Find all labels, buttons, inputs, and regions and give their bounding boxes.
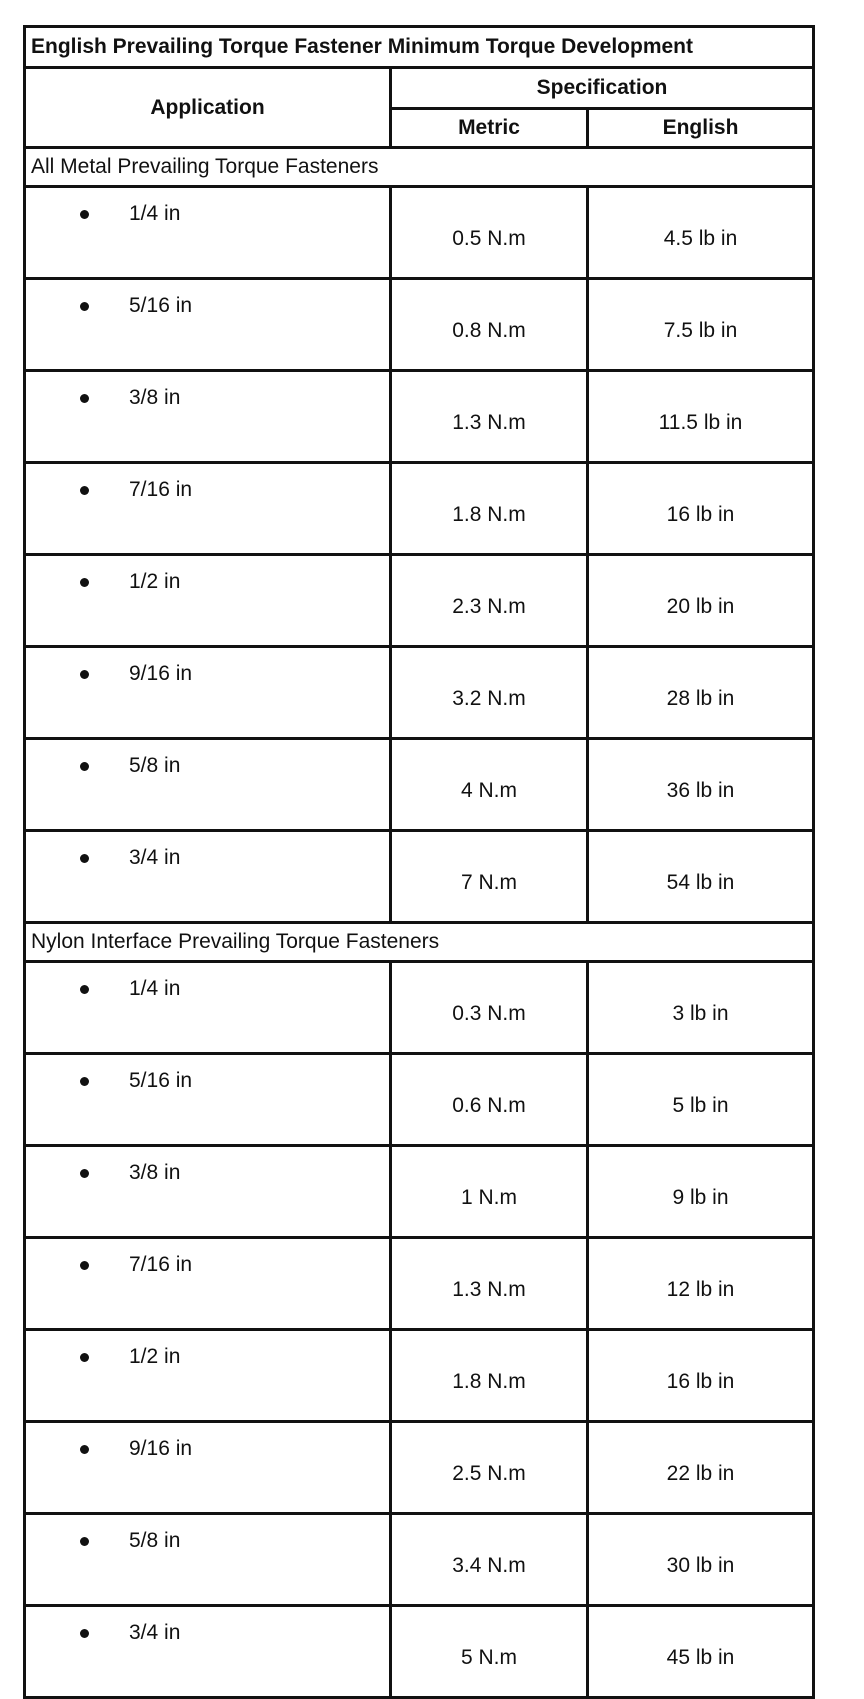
application-cell — [25, 1238, 391, 1330]
english-value: 45 lb in — [588, 1606, 814, 1698]
table-row — [25, 962, 814, 1054]
bullet-icon — [80, 1629, 89, 1638]
section-row — [25, 923, 814, 962]
metric-value: 1.3 N.m — [391, 1238, 588, 1330]
english-value: 54 lb in — [588, 831, 814, 923]
fastener-size: 3/8 in — [129, 1161, 181, 1184]
metric-header: Metric — [391, 109, 588, 148]
metric-value: 0.6 N.m — [391, 1054, 588, 1146]
table-row — [25, 1238, 814, 1330]
application-cell — [25, 1054, 391, 1146]
application-cell — [25, 1606, 391, 1698]
english-value: 11.5 lb in — [588, 371, 814, 463]
bullet-icon — [80, 670, 89, 679]
table-row — [25, 371, 814, 463]
metric-value: 7 N.m — [391, 831, 588, 923]
bullet-icon — [80, 302, 89, 311]
metric-value: 1.8 N.m — [391, 463, 588, 555]
table-body — [25, 148, 814, 1698]
bullet-icon — [80, 1537, 89, 1546]
english-value: 9 lb in — [588, 1146, 814, 1238]
application-header: Application — [25, 68, 391, 148]
application-cell — [25, 1330, 391, 1422]
table-row — [25, 1054, 814, 1146]
english-value: 28 lb in — [588, 647, 814, 739]
fastener-size: 7/16 in — [129, 478, 193, 501]
metric-value: 4 N.m — [391, 739, 588, 831]
bullet-icon — [80, 854, 89, 863]
english-value: 5 lb in — [588, 1054, 814, 1146]
bullet-icon — [80, 210, 89, 219]
application-cell — [25, 463, 391, 555]
bullet-icon — [80, 1169, 89, 1178]
english-value: 30 lb in — [588, 1514, 814, 1606]
application-cell — [25, 1422, 391, 1514]
fastener-size: 5/16 in — [129, 1069, 193, 1092]
application-cell — [25, 1146, 391, 1238]
english-value: 4.5 lb in — [588, 187, 814, 279]
bullet-icon — [80, 1077, 89, 1086]
fastener-size: 3/4 in — [129, 1621, 181, 1644]
bullet-icon — [80, 762, 89, 771]
application-cell — [25, 555, 391, 647]
fastener-size: 1/4 in — [129, 202, 181, 225]
table-row — [25, 647, 814, 739]
table-row — [25, 187, 814, 279]
metric-value: 0.8 N.m — [391, 279, 588, 371]
english-value: 3 lb in — [588, 962, 814, 1054]
bullet-icon — [80, 985, 89, 994]
english-value: 36 lb in — [588, 739, 814, 831]
fastener-size: 1/2 in — [129, 570, 181, 593]
fastener-size: 5/8 in — [129, 1529, 181, 1552]
fastener-size: 3/8 in — [129, 386, 181, 409]
table-row — [25, 555, 814, 647]
table-row — [25, 279, 814, 371]
fastener-size: 1/2 in — [129, 1345, 181, 1368]
metric-value: 2.3 N.m — [391, 555, 588, 647]
table-row — [25, 1514, 814, 1606]
table-row — [25, 463, 814, 555]
specification-header: Specification — [391, 68, 814, 109]
metric-value: 3.2 N.m — [391, 647, 588, 739]
bullet-icon — [80, 394, 89, 403]
table-row — [25, 739, 814, 831]
fastener-size: 7/16 in — [129, 1253, 193, 1276]
application-cell — [25, 1514, 391, 1606]
bullet-icon — [80, 1261, 89, 1270]
table-row — [25, 831, 814, 923]
metric-value: 5 N.m — [391, 1606, 588, 1698]
metric-value: 2.5 N.m — [391, 1422, 588, 1514]
english-value: 16 lb in — [588, 1330, 814, 1422]
fastener-size: 9/16 in — [129, 1437, 193, 1460]
bullet-icon — [80, 1445, 89, 1454]
english-value: 12 lb in — [588, 1238, 814, 1330]
metric-value: 3.4 N.m — [391, 1514, 588, 1606]
metric-value: 0.5 N.m — [391, 187, 588, 279]
application-cell — [25, 647, 391, 739]
table-row — [25, 1606, 814, 1698]
metric-value: 1 N.m — [391, 1146, 588, 1238]
section-label: All Metal Prevailing Torque Fasteners — [25, 148, 814, 187]
english-value: 22 lb in — [588, 1422, 814, 1514]
english-value: 7.5 lb in — [588, 279, 814, 371]
application-cell — [25, 739, 391, 831]
english-header: English — [588, 109, 814, 148]
bullet-icon — [80, 1353, 89, 1362]
fastener-size: 1/4 in — [129, 977, 181, 1000]
section-label: Nylon Interface Prevailing Torque Fasteners — [25, 923, 814, 962]
table-row — [25, 1330, 814, 1422]
application-cell — [25, 962, 391, 1054]
application-cell — [25, 831, 391, 923]
table-title: English Prevailing Torque Fastener Minimum Torque Development — [25, 27, 814, 68]
english-value: 16 lb in — [588, 463, 814, 555]
table-row — [25, 1422, 814, 1514]
bullet-icon — [80, 486, 89, 495]
metric-value: 0.3 N.m — [391, 962, 588, 1054]
metric-value: 1.3 N.m — [391, 371, 588, 463]
fastener-size: 5/8 in — [129, 754, 181, 777]
fastener-size: 5/16 in — [129, 294, 193, 317]
fastener-size: 3/4 in — [129, 846, 181, 869]
english-value: 20 lb in — [588, 555, 814, 647]
application-cell — [25, 371, 391, 463]
table-row — [25, 1146, 814, 1238]
section-row — [25, 148, 814, 187]
metric-value: 1.8 N.m — [391, 1330, 588, 1422]
application-cell — [25, 187, 391, 279]
torque-spec-table — [23, 25, 815, 1699]
bullet-icon — [80, 578, 89, 587]
application-cell — [25, 279, 391, 371]
fastener-size: 9/16 in — [129, 662, 193, 685]
